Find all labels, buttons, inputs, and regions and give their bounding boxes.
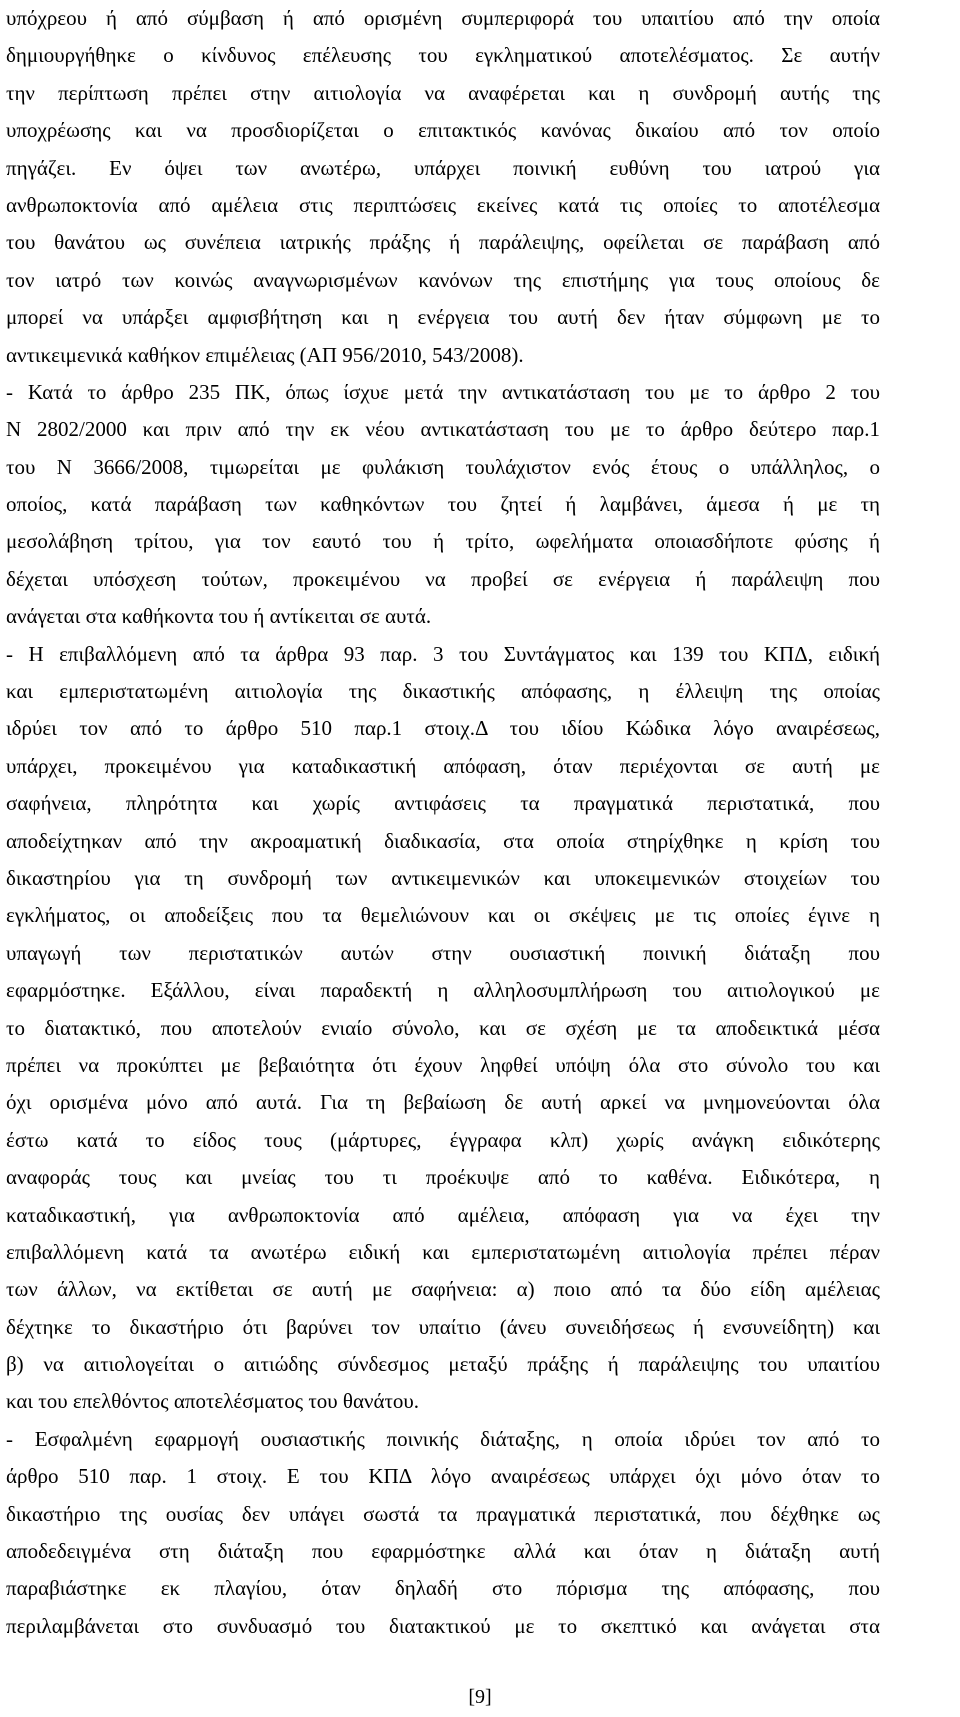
text-line: - Εσφαλμένη εφαρμογή ουσιαστικής ποινικής διάταξης, η οποία ιδρύει τον από το	[6, 1426, 880, 1451]
text-line: εφαρμόστηκε. Εξάλλου, είναι παραδεκτή η αλληλοσυμπλήρωση του αιτιολογικού με	[6, 978, 880, 1003]
text-line: καταδικαστική, για ανθρωποκτονία από αμέλεια, απόφαση για να έχει την	[6, 1202, 880, 1227]
text-line: πηγάζει. Εν όψει των ανωτέρω, υπάρχει ποινική ευθύνη του ιατρού για	[6, 155, 880, 180]
text-line: υπαγωγή των περιστατικών αυτών στην ουσιαστική ποινική διάταξη που	[6, 940, 880, 965]
text-line: αναφοράς τους και μνείας του τι προέκυψε από το καθένα. Ειδικότερα, η	[6, 1165, 880, 1190]
text-line: την περίπτωση πρέπει στην αιτιολογία να αναφέρεται και η συνδρομή αυτής της	[6, 80, 880, 105]
text-line: δικαστήριο της ουσίας δεν υπάγει σωστά τα πραγματικά περιστατικά, που δέχθηκε ως	[6, 1501, 880, 1526]
text-line: όχι ορισμένα μόνο από αυτά. Για τη βεβαίωση δε αυτή αρκεί να μνημονεύονται όλα	[6, 1090, 880, 1115]
text-line: ανάγεται στα καθήκοντα του ή αντίκειται σε αυτά.	[6, 604, 432, 629]
text-line: υποχρέωσης και να προσδιορίζεται ο επιτακτικός κανόνας δικαίου από τον οποίο	[6, 118, 880, 143]
document-body	[6, 0, 880, 1645]
text-line: αποδεδειγμένα στη διάταξη που εφαρμόστηκε αλλά και όταν η διάταξη αυτή	[6, 1539, 880, 1564]
text-line: υπόχρεου ή από σύμβαση ή από ορισμένη συμπεριφορά του υπαιτίου από την οποία	[6, 6, 880, 30]
text-line: πρέπει να προκύπτει με βεβαιότητα ότι έχουν ληφθεί υπόψη όλα στο σύνολο του και	[6, 1052, 880, 1077]
text-line: σαφήνεια, πληρότητα και χωρίς αντιφάσεις τα πραγματικά περιστατικά, που	[6, 791, 880, 816]
text-line: - Κατά το άρθρο 235 ΠΚ, όπως ίσχυε μετά την αντικατάσταση του με το άρθρο 2 του	[6, 379, 880, 404]
text-line: Ν 2802/2000 και πριν από την εκ νέου αντικατάσταση του με το άρθρο δεύτερο παρ.1	[6, 417, 880, 442]
text-line: υπάρχει, προκειμένου για καταδικαστική απόφαση, όταν περιέχονται σε αυτή με	[6, 753, 880, 778]
text-line: ανθρωποκτονία από αμέλεια στις περιπτώσεις εκείνες κατά τις οποίες το αποτέλεσμα	[6, 192, 880, 217]
text-line: το διατακτικό, που αποτελούν ενιαίο σύνολο, και σε σχέση με τα αποδεικτικά μέσα	[6, 1015, 880, 1040]
text-line: ιδρύει τον από το άρθρο 510 παρ.1 στοιχ.Δ του ιδίου Κώδικα λόγο αναιρέσεως,	[6, 716, 880, 741]
text-line: του θανάτου ως συνέπεια ιατρικής πράξης ή παράλειψης, οφείλεται σε παράβαση από	[6, 230, 880, 255]
text-line: επιβαλλόμενη κατά τα ανωτέρω ειδική και εμπεριστατωμένη αιτιολογία πρέπει πέραν	[6, 1239, 880, 1264]
text-line: δέχτηκε το δικαστήριο ότι βαρύνει τον υπαίτιο (άνευ συνειδήσεως ή ενσυνείδητη) και	[6, 1314, 880, 1339]
text-line: δέχεται υπόσχεση τούτων, προκειμένου να προβεί σε ενέργεια ή παράλειψη που	[6, 566, 880, 591]
text-line: περιλαμβάνεται στο συνδυασμό του διατακτικού με το σκεπτικό και ανάγεται στα	[6, 1613, 880, 1638]
text-line: οποίος, κατά παράβαση των καθηκόντων του ζητεί ή λαμβάνει, άμεσα ή με τη	[6, 492, 880, 517]
text-line: άρθρο 510 παρ. 1 στοιχ. Ε του ΚΠΔ λόγο αναιρέσεως υπάρχει όχι μόνο όταν το	[6, 1464, 880, 1489]
text-line: του Ν 3666/2008, τιμωρείται με φυλάκιση τουλάχιστον ενός έτους ο υπάλληλος, ο	[6, 454, 880, 479]
text-line: αντικειμενικά καθήκον επιμέλειας (ΑΠ 956/2010, 543/2008).	[6, 342, 524, 367]
text-line: και εμπεριστατωμένη αιτιολογία της δικαστικής απόφασης, η έλλειψη της οποίας	[6, 679, 880, 704]
text-line: τον ιατρό των κοινώς αναγνωρισμένων κανόνων της επιστήμης για τους οποίους δε	[6, 267, 880, 292]
text-line: αποδείχτηκαν από την ακροαματική διαδικασία, στα οποία στηρίχθηκε η κρίση του	[6, 828, 880, 853]
text-line: μπορεί να υπάρξει αμφισβήτηση και η ενέργεια του αυτή δεν ήταν σύμφωνη με το	[6, 305, 880, 330]
text-line: δημιουργήθηκε ο κίνδυνος επέλευσης του εγκληματικού αποτελέσματος. Σε αυτήν	[6, 43, 880, 68]
text-line: και του επελθόντος αποτελέσματος του θανάτου.	[6, 1389, 420, 1414]
text-line: δικαστηρίου για τη συνδρομή των αντικειμενικών και υποκειμενικών στοιχείων του	[6, 865, 880, 890]
text-line: β) να αιτιολογείται ο αιτιώδης σύνδεσμος μεταξύ πράξης ή παράλειψης του υπαιτίου	[6, 1352, 880, 1377]
text-line: εγκλήματος, οι αποδείξεις που τα θεμελιώνουν και οι σκέψεις με τις οποίες έγινε η	[6, 903, 880, 928]
text-line: - Η επιβαλλόμενη από τα άρθρα 93 παρ. 3 του Συντάγματος και 139 του ΚΠΔ, ειδική	[6, 641, 880, 666]
text-line: των άλλων, να εκτίθεται σε αυτή με σαφήνεια: α) ποιο από τα δύο είδη αμέλειας	[6, 1277, 880, 1302]
text-line: μεσολάβηση τρίτου, για τον εαυτό του ή τρίτο, ωφελήματα οποιασδήποτε φύσης ή	[6, 529, 880, 554]
text-line: παραβιάστηκε εκ πλαγίου, όταν δηλαδή στο πόρισμα της απόφασης, που	[6, 1576, 880, 1601]
text-line: έστω κατά το είδος τους (μάρτυρες, έγγραφα κλπ) χωρίς ανάγκη ειδικότερης	[6, 1127, 880, 1152]
page-number: [9]	[468, 1686, 492, 1708]
